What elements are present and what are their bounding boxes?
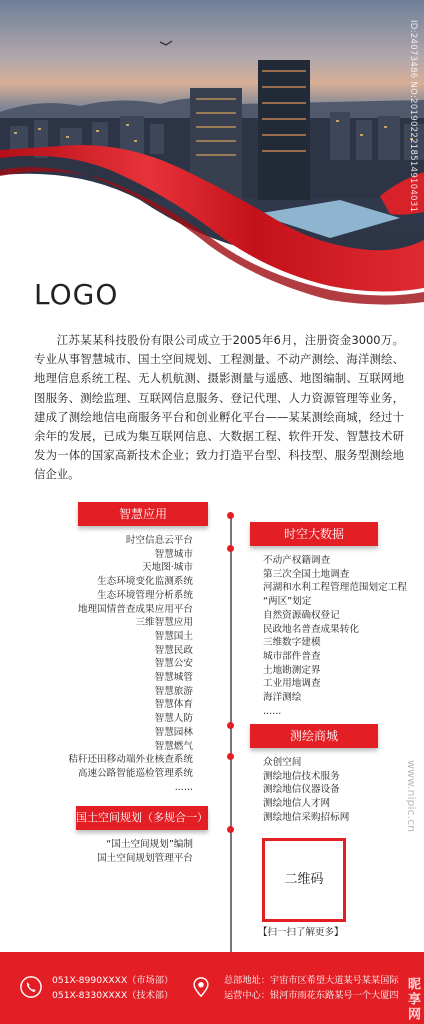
location-pin-icon <box>190 976 212 998</box>
list-item: 河湖和水利工程管理范围划定工程 <box>263 582 407 594</box>
list-item: 智慧旅游 <box>154 685 193 697</box>
list-item: 智慧人防 <box>154 713 193 725</box>
big-data-list <box>263 554 423 718</box>
list-item: 天地图·城市 <box>141 562 193 574</box>
list-item: 工业用地调查 <box>263 678 321 690</box>
list-item: 智慧园林 <box>154 726 193 738</box>
hero-banner <box>0 0 424 320</box>
list-item: 三维智慧应用 <box>135 617 193 629</box>
brand-watermark: 昵享网 <box>405 977 420 1022</box>
list-item: 高速公路智能巡检管理系统 <box>77 767 193 779</box>
timeline-dot <box>227 722 234 729</box>
list-item: 智慧体育 <box>154 699 193 711</box>
section-tag-spatial-planning: 国土空间规划（多规合一） <box>76 806 208 830</box>
phone-market: 051X-8990XXXX（市场部） <box>52 975 174 986</box>
list-item: 秸秆还田移动端外业核查系统 <box>68 754 193 766</box>
company-logo: LOGO <box>34 278 119 311</box>
list-item: 智慧燃气 <box>154 740 193 752</box>
list-item: 智慧城市 <box>154 548 193 560</box>
smart-apps-list <box>60 534 193 794</box>
list-item: 第三次全国土地调查 <box>263 568 350 580</box>
list-item: 生态环境管理分析系统 <box>97 589 193 601</box>
list-item: “两区”划定 <box>263 596 312 608</box>
company-intro: 江苏某某科技股份有限公司成立于2005年6月，注册资金3000万。专业从事智慧城市、国土空间规划、工程测量、不动产测绘、海洋测绘、地理信息系统工程、无人机航测、摄影测量与遥感、地图编制、互联网地图服务、测绘监理、互联网信息服务、登记代理、人力资源管理等业务，建成了测绘地信电商服务平台和创业孵化平台——某某测绘商城，经过十余年的发展，已成为集互联网信息、大数据工程、软件开发、智慧技术研发为一体的国家高新技术企业；致力打造平台型、科技型、服务型测绘地信企业。 <box>34 333 404 482</box>
list-item: 国土空间规划管理平台 <box>97 852 193 864</box>
section-tag-smart-apps: 智慧应用 <box>78 502 208 526</box>
city-skyline-image <box>0 0 424 320</box>
list-item: 土地勘测定界 <box>263 664 321 676</box>
list-item: 测绘地信技术服务 <box>263 770 340 782</box>
list-item: 地理国情普查成果应用平台 <box>77 603 193 615</box>
timeline-dot <box>227 826 234 833</box>
list-item: 时空信息云平台 <box>125 535 193 546</box>
qr-code-placeholder[interactable]: 二维码 <box>262 838 346 922</box>
hq-address: 总部地址：宇宙市区希望大道某号某某国际 <box>224 975 399 986</box>
mall-list <box>263 756 413 825</box>
phone-icon <box>20 976 42 998</box>
timeline-line <box>230 514 232 954</box>
list-item: 生态环境变化监测系统 <box>97 576 193 588</box>
timeline-dot <box>227 753 234 760</box>
site-watermark: www.nipic.cn <box>405 760 418 833</box>
list-item: 不动产权籍调查 <box>263 555 331 566</box>
list-item: 众创空间 <box>263 757 302 768</box>
list-item: 智慧城管 <box>154 672 193 684</box>
list-item: 城市部件普查 <box>263 650 321 662</box>
list-item: 测绘地信人才网 <box>263 798 331 810</box>
list-item: ...... <box>174 781 193 793</box>
section-tag-big-data: 时空大数据 <box>250 522 378 546</box>
spatial-planning-list <box>60 838 193 865</box>
list-item: 测绘地信采购招标网 <box>263 811 350 823</box>
section-tag-mall: 测绘商城 <box>250 724 378 748</box>
list-item: 自然资源确权登记 <box>263 609 340 621</box>
list-item: 三维数字建模 <box>263 637 321 649</box>
qr-caption: 【扫一扫了解更多】 <box>258 927 344 938</box>
timeline-dot <box>227 545 234 552</box>
ops-center-address: 运营中心：银河市雨花东路某号一个大厦四 <box>224 990 399 1001</box>
list-item: ...... <box>263 705 282 717</box>
list-item: 测绘地信仪器设备 <box>263 784 340 796</box>
list-item: 智慧公安 <box>154 658 193 670</box>
timeline-dot <box>227 512 234 519</box>
footer-bar <box>0 952 424 1024</box>
list-item: 民政地名普查成果转化 <box>263 623 359 635</box>
phone-tech: 051X-8330XXXX（技术部） <box>52 990 174 1001</box>
list-item: 海洋测绘 <box>263 692 302 704</box>
list-item: 智慧国土 <box>154 630 193 642</box>
list-item: 智慧民政 <box>154 644 193 656</box>
list-item: “国土空间规划”编制 <box>106 839 193 850</box>
image-id-watermark: ID:24073486 NO:20190222185149104031 <box>408 20 418 213</box>
